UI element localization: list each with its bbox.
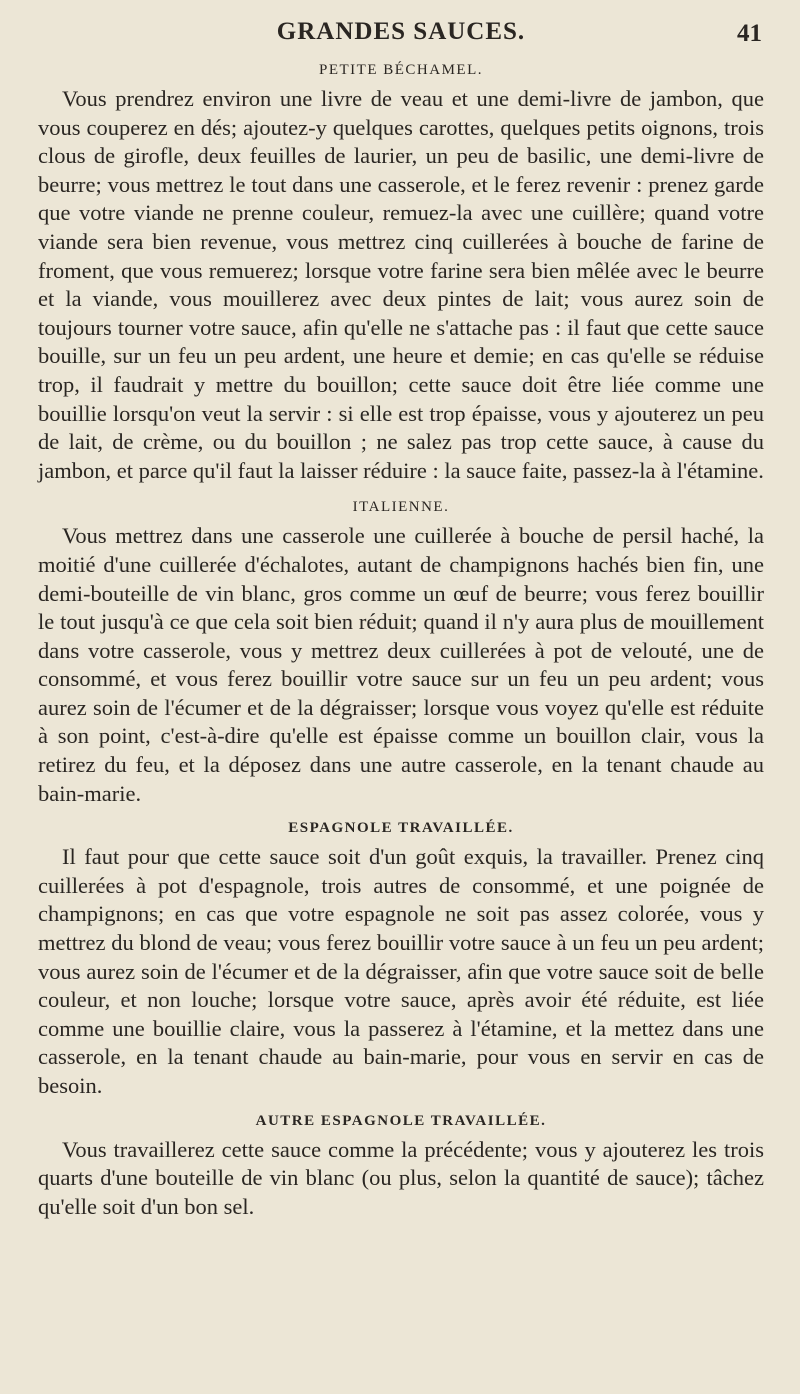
section-heading-italienne: ITALIENNE.: [352, 499, 450, 516]
section-text-italienne: Vous mettrez dans une casserole une cuillerée à bouche de persil haché, la moitié d'une cuillerée d'échalotes, autant de champignons hachés bien fin, une demi-bouteille de vin blanc, gros comme un œuf de beurre; vous ferez bouillir le tout jusqu'à ce que cela soit bien réduit; quand il n'y aura plus de mouillement dans votre casserole, vous y mettrez deux cuillerées à pot de velouté, une de consommé, et vous ferez bouillir votre sauce sur un feu un peu ardent; vous aurez soin de l'écumer et de la dégraisser; lorsque vous voyez qu'elle est réduite à son point, c'est-à-dire qu'elle est épaisse comme un bouillon clair, vous la retirez du feu, et la déposez dans une autre casserole, en la tenant chaude au bain-marie.: [38, 523, 764, 806]
section-text-autre-espagnole: Vous travaillerez cette sauce comme la précédente; vous y ajouterez les trois quarts d'une bouteille de vin blanc (ou plus, selon la quantité de sauce); tâchez qu'elle soit d'un bon sel.: [38, 1136, 764, 1219]
section-text-espagnole-travaillee: Il faut pour que cette sauce soit d'un goût exquis, la travailler. Prenez cinq cuillerées à pot d'espagnole, trois autres de consommé, et une poignée de champignons; en cas que votre espagnole ne soit pas assez colorée, vous y mettrez du blond de veau; vous ferez bouillir votre sauce à un feu un peu ardent; vous aurez soin de l'écumer et de la dégraisser, afin que votre sauce soit de belle couleur, et non louche; lorsque votre sauce, après avoir été réduite, est liée comme une bouillie claire, vous la passerez à l'étamine, et la mettez dans une casserole, en la tenant chaude au bain-marie, pour vous en servir en cas de besoin.: [38, 844, 764, 1098]
section-heading-petite-bechamel: PETITE BÉCHAMEL.: [319, 62, 483, 78]
section-heading-espagnole-travaillee: ESPAGNOLE TRAVAILLÉE.: [288, 820, 514, 837]
section-heading-autre-espagnole: AUTRE ESPAGNOLE TRAVAILLÉE.: [255, 1112, 547, 1129]
running-head: [38, 18, 764, 54]
page-number: 41: [737, 20, 762, 47]
section-text-petite-bechamel: Vous prendrez environ une livre de veau et une demi-livre de jambon, que vous couperez en dés; ajoutez-y quelques carottes, quelques petits oignons, trois clous de girofle, deux feuilles de laurier, un peu de basilic, une demi-livre de beurre; vous mettrez le tout dans une casserole, et le ferez revenir : prenez garde que votre viande ne prenne couleur, remuez-la avec une cuillère; quand votre viande sera bien revenue, vous mettrez cinq cuillerées à bouche de farine de froment, que vous remuerez; lorsque votre farine sera bien mêlée avec le beurre et la viande, vous mouillerez avec deux pintes de lait; vous aurez soin de toujours tourner votre sauce, afin qu'elle ne s'attache pas : il faut que cette sauce bouille, sur un feu un peu ardent, une heure et demie; en cas qu'elle se réduise trop, il faudrait y mettre du bouillon; cette sauce doit être liée comme une bouillie lorsqu'on veut la servir : si elle est trop épaisse, vous y ajouterez un peu de lait, de crème, ou du bouillon ; ne salez pas trop cette sauce, à cause du jambon, et parce qu'il faut la laisser réduire : la sauce faite, passez-la à l'étamine.: [38, 86, 764, 483]
running-title: GRANDES SAUCES.: [276, 18, 526, 45]
